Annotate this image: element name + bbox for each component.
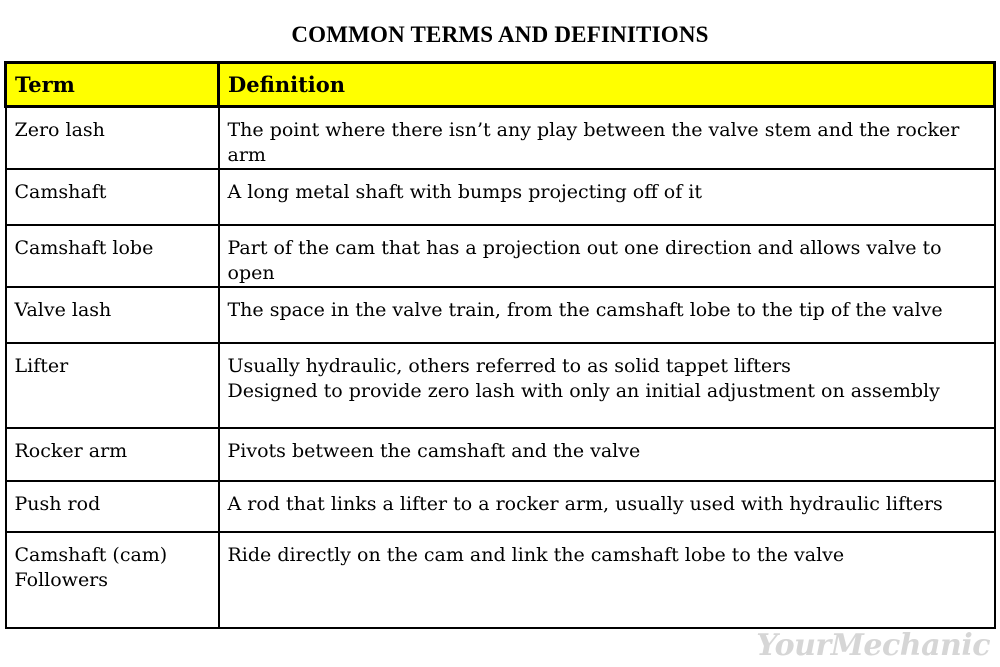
definition-cell (219, 481, 995, 532)
term-cell (6, 428, 219, 481)
definition-text: Ride directly on the cam and link the camshaft lobe to the valve (227, 544, 845, 566)
terms-table (4, 61, 996, 629)
definition-cell (219, 343, 995, 428)
term-text: Camshaft (cam) (14, 544, 168, 566)
definition-cell (219, 532, 995, 628)
definition-text: Part of the cam that has a projection out one direction and allows valve to open (227, 237, 942, 284)
page-title: COMMON TERMS AND DEFINITIONS (291, 22, 709, 47)
table-row (6, 169, 995, 225)
definition-cell (219, 287, 995, 343)
definition-cell (219, 225, 995, 287)
term-cell (6, 287, 219, 343)
term-cell (6, 481, 219, 532)
definition-text: Designed to provide zero lash with only an initial adjustment on assembly (227, 380, 940, 402)
definition-text: Pivots between the camshaft and the valve (227, 440, 641, 462)
table-header-row (6, 63, 995, 107)
definition-column-header: Definition (219, 63, 995, 107)
definition-text: Usually hydraulic, others referred to as solid tappet lifters (227, 355, 791, 377)
term-text: Push rod (14, 493, 101, 515)
term-text: Zero lash (14, 119, 105, 141)
table-row (6, 343, 995, 428)
table-row (6, 225, 995, 287)
term-text: Camshaft lobe (14, 237, 154, 259)
yourmechanic-logo: YourMechanic (756, 628, 990, 663)
term-text: Followers (14, 569, 109, 591)
definition-text: A rod that links a lifter to a rocker arm, usually used with hydraulic lifters (227, 493, 943, 515)
table-row (6, 107, 995, 170)
table-body (6, 107, 995, 629)
table-row (6, 287, 995, 343)
definition-cell (219, 107, 995, 170)
table-row (6, 481, 995, 532)
term-text: Rocker arm (14, 440, 128, 462)
table-row (6, 532, 995, 628)
definition-cell (219, 428, 995, 481)
definition-text: The point where there isn’t any play between the valve stem and the rocker arm (227, 119, 960, 166)
term-cell (6, 343, 219, 428)
term-cell (6, 169, 219, 225)
definition-text: The space in the valve train, from the camshaft lobe to the tip of the valve (227, 299, 943, 321)
term-text: Lifter (14, 355, 69, 377)
term-text: Camshaft (14, 181, 107, 203)
definition-text: A long metal shaft with bumps projecting off of it (227, 181, 703, 203)
definition-cell (219, 169, 995, 225)
term-cell (6, 225, 219, 287)
term-cell (6, 532, 219, 628)
term-column-header: Term (6, 63, 219, 107)
term-cell (6, 107, 219, 170)
table-row (6, 428, 995, 481)
term-text: Valve lash (14, 299, 112, 321)
